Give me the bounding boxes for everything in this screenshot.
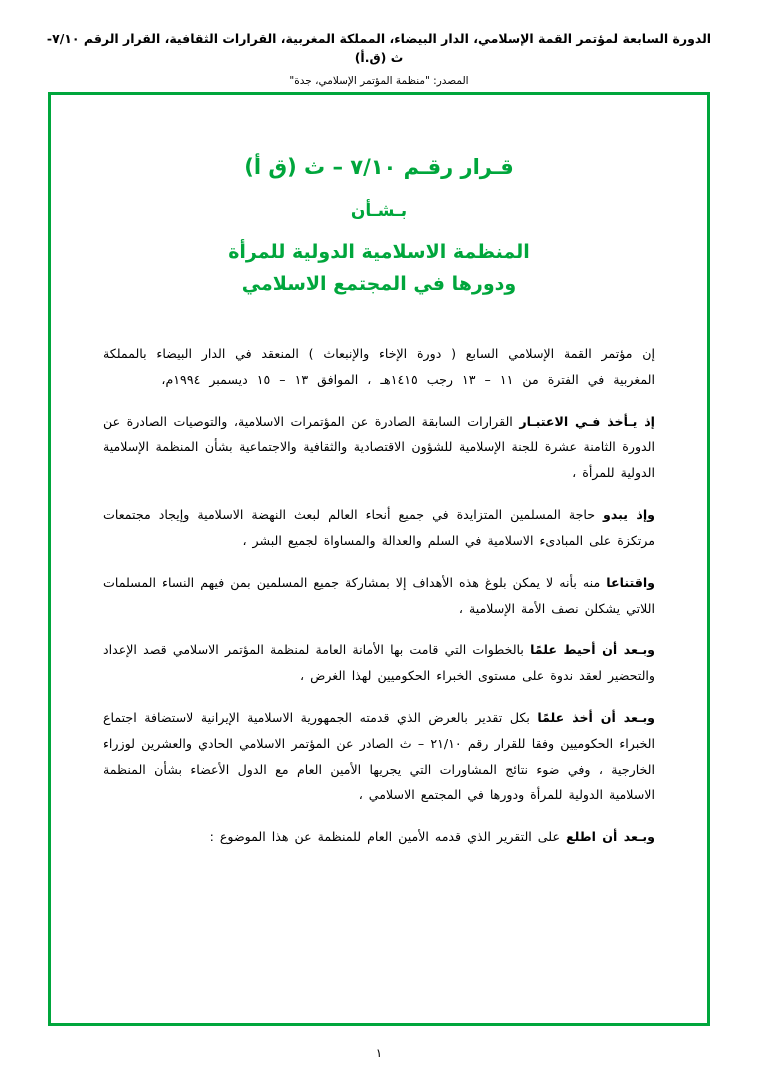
paragraph-text: بكل تقدير بالعرض الذي قدمته الجمهورية الاسلامية الإيرانية لاستضافة اجتماع الخبراء الحكوميين وفقا للقرار رقم ٢١/١٠ – ث الصادر عن المؤتمر الاسلامي الحادي والعشرين لوزراء الخارجية ، وفي ضوء نتائج المشاورات التي يجريها الأمين العام مع الدول الأعضاء بشأن المنظمة الاسلامية الدولية للمرأة ودورها في المجتمع الاسلامي ، (103, 709, 655, 803)
document-body (103, 341, 655, 850)
paragraph-lead: وبـعد أن أحيط علمًا (530, 642, 655, 658)
paragraph-text: على التقرير الذي قدمه الأمين العام للمنظمة عن هذا الموضوع : (209, 829, 566, 845)
paragraph-noting-steps (103, 637, 655, 689)
page-number: ١ (375, 1046, 383, 1060)
paragraph-considering-previous-resolutions (103, 409, 655, 486)
paragraph-conviction (103, 570, 655, 622)
paragraph-after-reviewing-report (103, 824, 655, 850)
paragraph-text: منه بأنه لا يمكن بلوغ هذه الأهداف إلا بمشاركة جميع المسلمين بمن فيهم النساء المسلمات اللاتي يشكلن نصف الأمة الإسلامية ، (103, 574, 655, 616)
paragraph-observing-need (103, 502, 655, 554)
paragraph-lead: وبـعد أن أخذ علمًا (537, 709, 655, 725)
document-header (0, 0, 758, 87)
paragraph-text: إن مؤتمر القمة الإسلامي السابع ( دورة الإخاء والإنبعاث ) المنعقد في الدار البيضاء بالمملكة المغربية في الفترة من ١١ – ١٣ رجب ١٤١٥هـ ، الموافق ١٣ – ١٥ ديسمبر ١٩٩٤م، (103, 346, 655, 387)
paragraph-lead: إذ يـأخذ فـي الاعتبـار (519, 413, 655, 429)
paragraph-text: القرارات السابقة الصادرة عن المؤتمرات الاسلامية، والتوصيات الصادرة عن الدورة الثامنة عشرة للجنة الإسلامية للشؤون الاقتصادية والثقافية والاجتماعية بشأن المنظمة الإسلامية الدولية للمرأة ، (103, 413, 655, 481)
title-block (103, 155, 655, 295)
paragraph-text: بالخطوات التي قامت بها الأمانة العامة لمنظمة المؤتمر الاسلامي قصد الإعداد والتحضير لعقد ندوة على مستوى الخبراء الحكوميين لهذا الغرض ، (103, 642, 655, 684)
paragraph-lead: وبـعد أن اطلع (565, 829, 655, 845)
paragraph-lead: واقتناعا (606, 574, 655, 590)
paragraph-noting-iran-offer (103, 705, 655, 808)
paragraph-preamble (103, 341, 655, 393)
frame-content (51, 95, 707, 1023)
subject-label: بـشـأن (350, 201, 408, 221)
role-title: ودورها في المجتمع الاسلامي (241, 273, 517, 295)
paragraph-lead: وإذ يبدو (603, 507, 655, 523)
header-citation-line: الدورة السابعة لمؤتمر القمة الإسلامي، الدار البيضاء، المملكة المغربية، القرارات الثقافية، القرار الرقم ٧/١٠-ث (ق.أ) (46, 31, 712, 65)
green-border-frame (48, 92, 710, 1026)
organization-title: المنظمة الاسلامية الدولية للمرأة (228, 241, 530, 263)
paragraph-text: حاجة المسلمين المتزايدة في جميع أنحاء العالم لبعث النهضة الاسلامية وإيجاد مجتمعات مرتكزة على المبادىء الاسلامية في السلم والعدالة والمساواة لجميع البشر ، (103, 507, 655, 548)
header-source-line: المصدر: "منظمة المؤتمر الإسلامي، جدة" (289, 74, 469, 87)
resolution-number-title: قـرار رقـم ٧/١٠ – ث (ق أ) (244, 155, 514, 179)
